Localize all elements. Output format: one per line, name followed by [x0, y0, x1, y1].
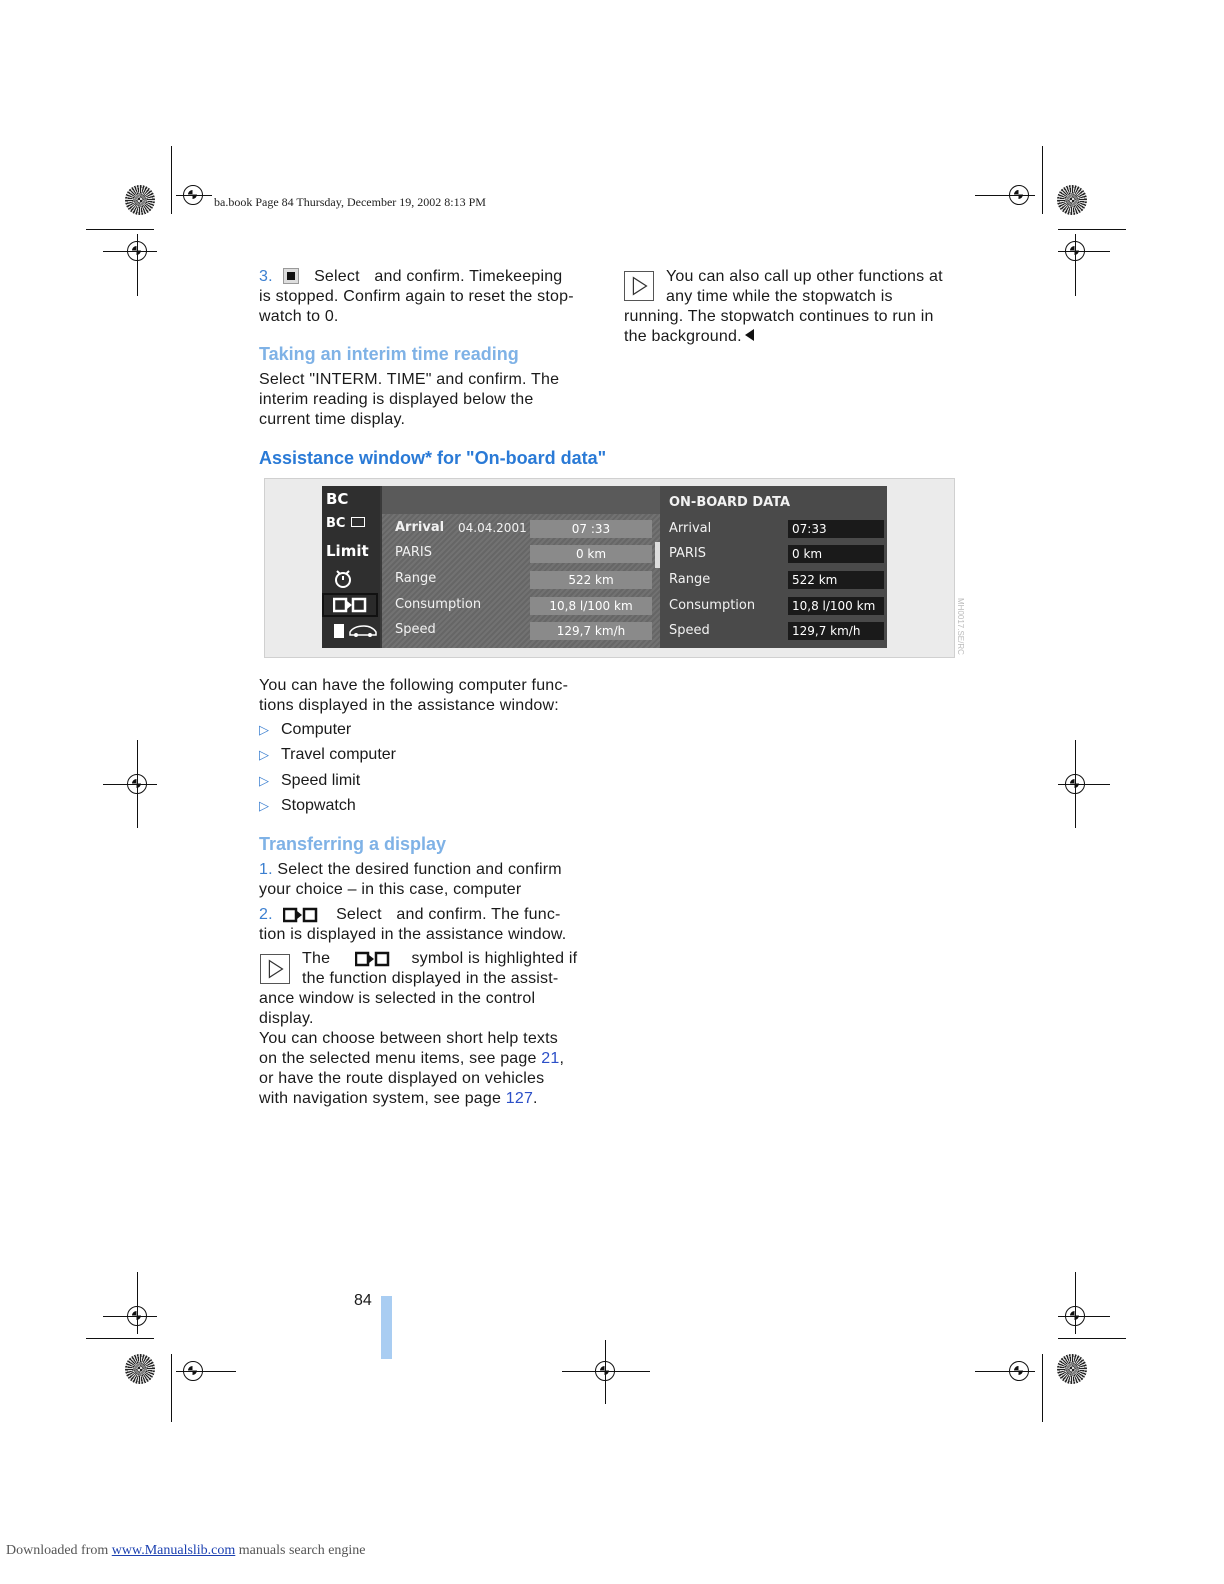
heading-transferring: Transferring a display — [259, 834, 447, 854]
vehicle-icon — [332, 620, 380, 640]
step-number: 3. — [259, 268, 273, 285]
onboard-data-panel: ON-BOARD DATA Arrival 07:33 PARIS 0 km Range 522 km Consumption 10,8 l/100 km Speed 129,7 km/h — [660, 486, 887, 648]
menu-item-assistance-window[interactable] — [322, 593, 378, 617]
list-item: ▷ Stopwatch — [259, 797, 356, 814]
briefcase-icon — [351, 517, 365, 527]
registration-target-icon — [1009, 1361, 1029, 1381]
menu-item-bc[interactable]: BC — [326, 490, 349, 508]
manualslib-link[interactable]: www.Manualslib.com — [111, 1543, 236, 1558]
registration-target-icon — [183, 185, 203, 205]
screen-menu — [322, 486, 380, 648]
page-tab-bar — [381, 1296, 392, 1359]
registration-rosette-icon — [125, 1354, 155, 1384]
registration-target-icon — [595, 1361, 615, 1381]
page-link-21[interactable]: 21 — [541, 1050, 560, 1067]
assistance-window-icon — [355, 951, 391, 967]
stopwatch-icon — [332, 568, 354, 590]
registration-target-icon — [127, 1306, 147, 1326]
transfer-step-2: 2. Select and confirm. The func- tion is displayed in the assistance window. — [259, 906, 567, 943]
section-title: Assistance window* for "On-board data" — [259, 448, 607, 468]
transfer-step-1: 1. Select the desired function and confirm your choice – in this case, computer — [259, 861, 562, 898]
bullet-triangle-icon: ▷ — [259, 773, 269, 788]
computer-intro: You can have the following computer func- tions displayed in the assistance window: — [259, 677, 569, 714]
registration-target-icon — [1065, 241, 1085, 261]
heading-interim-time: Taking an interim time reading — [259, 344, 519, 364]
bullet-triangle-icon: ▷ — [259, 747, 269, 762]
step-3: 3. Select and confirm. Timekeeping is stopped. Confirm again to reset the stop- watch to 0. — [259, 268, 574, 325]
registration-target-icon — [127, 774, 147, 794]
figure-code: MH0017.SE/RC — [956, 598, 965, 655]
registration-rosette-icon — [1057, 185, 1087, 215]
registration-target-icon — [1009, 185, 1029, 205]
transfer-note: The symbol is highlighted if the function displayed in the assist- ance window is selected in the control display. You can choose between short help texts on the selected menu items, see page 21, or have the route displayed on vehicles with navigation system, see page 127. — [259, 950, 578, 1107]
computer-panel: Arrival 04.04.2001 07 :33 PARIS 0 km Range 522 km Consumption 10,8 l/100 km Speed 129,7 km/h — [382, 486, 660, 648]
onboard-screen — [322, 486, 887, 648]
download-footer: Downloaded from www.Manualslib.com manuals search engine — [6, 1543, 366, 1558]
assistance-window-icon — [333, 597, 367, 613]
stop-icon — [283, 268, 299, 284]
registration-target-icon — [1065, 1306, 1085, 1326]
interim-paragraph: Select "INTERM. TIME" and confirm. The interim reading is displayed below the current time display. — [259, 371, 560, 428]
registration-rosette-icon — [1057, 1354, 1087, 1384]
list-item: ▷ Computer — [259, 721, 352, 738]
menu-item-vehicle[interactable] — [326, 620, 378, 644]
end-marker-icon — [745, 329, 754, 341]
registration-target-icon — [127, 241, 147, 261]
registration-rosette-icon — [125, 185, 155, 215]
assistance-window-icon — [283, 907, 319, 923]
registration-target-icon — [183, 1361, 203, 1381]
page-number: 84 — [354, 1292, 372, 1309]
list-item: ▷ Speed limit — [259, 772, 361, 789]
bullet-triangle-icon: ▷ — [259, 722, 269, 737]
onboard-data-title: ON-BOARD DATA — [669, 495, 791, 510]
menu-item-stopwatch[interactable] — [326, 568, 378, 592]
list-item: ▷ Travel computer — [259, 746, 396, 763]
note-stopwatch: You can also call up other functions at any time while the stopwatch is running. The stopwatch continues to run in the background. — [624, 268, 943, 345]
print-info: ba.book Page 84 Thursday, December 19, 2002 8:13 PM — [214, 195, 486, 209]
menu-item-bc-travel[interactable]: BC — [326, 516, 378, 540]
menu-item-limit[interactable]: Limit — [326, 542, 369, 560]
page-link-127[interactable]: 127 — [505, 1090, 534, 1107]
bullet-triangle-icon: ▷ — [259, 798, 269, 813]
registration-target-icon — [1065, 774, 1085, 794]
